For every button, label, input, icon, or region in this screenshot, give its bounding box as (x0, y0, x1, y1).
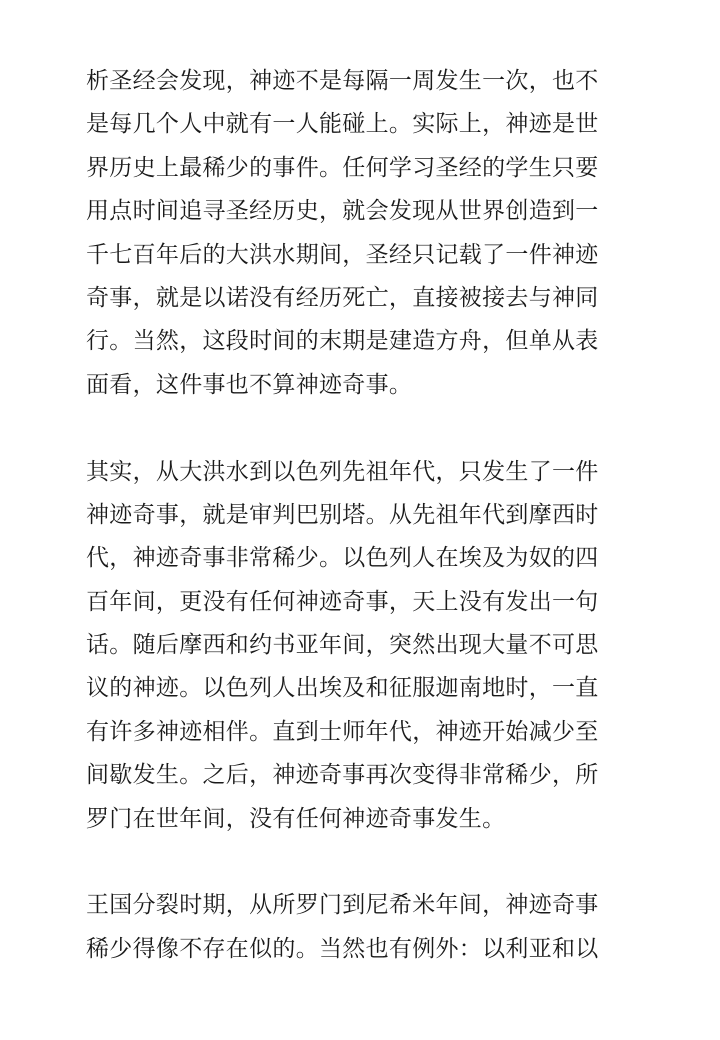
text-line: 面看，这件事也不算神迹奇事。 (86, 371, 413, 398)
text-line: 罗门在世年间，没有任何神迹奇事发生。 (86, 805, 506, 832)
text-line: 界历史上最稀少的事件。任何学习圣经的学生只要 (86, 154, 599, 181)
text-line: 议的神迹。以色列人出埃及和征服迦南地时，一直 (86, 675, 599, 702)
text-line: 其实，从大洪水到以色列先祖年代，只发生了一件 (86, 458, 599, 485)
text-line: 千七百年后的大洪水期间，圣经只记载了一件神迹 (86, 241, 599, 268)
text-line: 代，神迹奇事非常稀少。以色列人在埃及为奴的四 (86, 545, 599, 572)
paragraph-1 (86, 0, 616, 407)
text-line: 奇事，就是以诺没有经历死亡，直接被接去与神同 (86, 284, 599, 311)
text-line: 话。随后摩西和约书亚年间，突然出现大量不可思 (86, 632, 599, 659)
text-line: 百年间，更没有任何神迹奇事，天上没有发出一句 (86, 588, 599, 615)
paragraph-2 (86, 451, 616, 842)
text-line: 析圣经会发现，神迹不是每隔一周发生一次，也不 (86, 68, 599, 94)
text-line: 行。当然，这段时间的末期是建造方舟，但单从表 (86, 328, 599, 355)
text-line: 神迹奇事，就是审判巴别塔。从先祖年代到摩西时 (86, 501, 599, 528)
text-line: 王国分裂时期，从所罗门到尼希米年间，神迹奇事 (86, 892, 599, 919)
paragraph-spacer (86, 407, 616, 450)
text-line: 是每几个人中就有一人能碰上。实际上，神迹是世 (86, 111, 599, 138)
text-line: 稀少得像不存在似的。当然也有例外：以利亚和以 (86, 935, 599, 962)
paragraph-3 (86, 884, 616, 971)
text-line: 间歇发生。之后，神迹奇事再次变得非常稀少，所 (86, 762, 599, 789)
text-line: 用点时间追寻圣经历史，就会发现从世界创造到一 (86, 198, 599, 225)
text-line: 有许多神迹相伴。直到士师年代，神迹开始减少至 (86, 718, 599, 745)
paragraph-spacer (86, 841, 616, 884)
